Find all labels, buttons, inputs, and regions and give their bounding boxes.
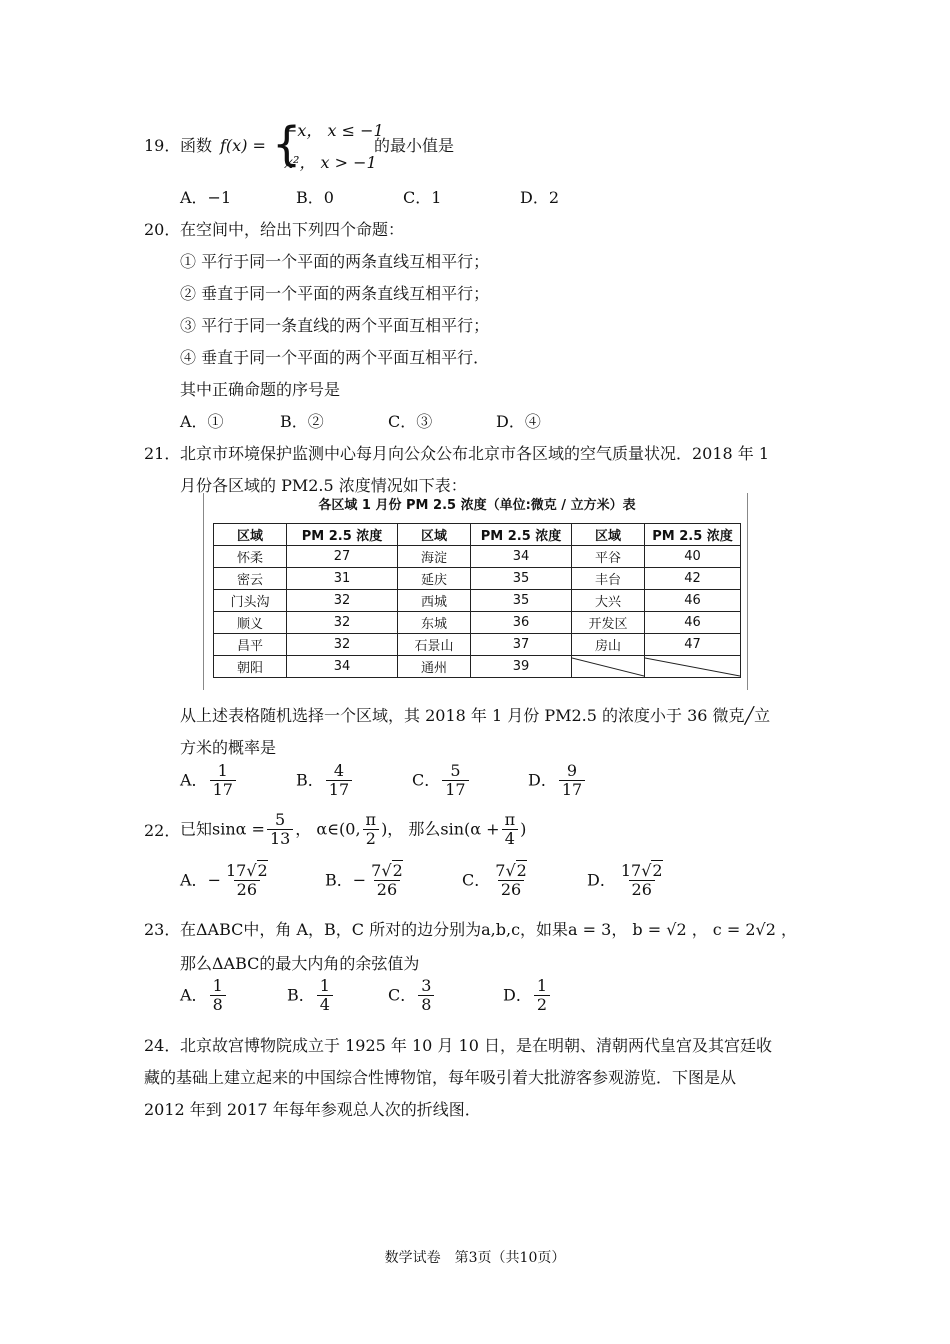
option-label: C． [388, 985, 417, 1005]
fraction-denominator: 2 [363, 829, 379, 848]
option-label: C． [412, 770, 441, 790]
table-cell: 36 [471, 612, 572, 634]
radicand: 2 [516, 861, 527, 880]
fraction-numerator: 1 [319, 976, 330, 995]
q23-option-a [180, 977, 228, 1014]
q19-option-d: D．2 [520, 188, 560, 207]
q24-number: 24． [144, 1036, 181, 1055]
table-cell: 东城 [398, 612, 471, 634]
table-cell: 39 [471, 656, 572, 678]
q20-option-c: C．③ [388, 412, 433, 431]
fraction-denominator: 17 [559, 780, 585, 799]
fraction-numerator: 17√2 [620, 861, 663, 880]
table-cell: 46 [645, 612, 741, 634]
q19-brace: { [272, 117, 302, 171]
table-row [214, 656, 741, 678]
q20-option-a: A．① [180, 412, 224, 431]
coefficient: 7 [495, 861, 506, 880]
fraction-numerator: 7√2 [371, 861, 403, 880]
q23-number: 23． [144, 920, 181, 939]
option-fraction [326, 762, 352, 799]
q19-option-a: A．−1 [180, 188, 232, 207]
option-fraction [559, 762, 585, 799]
header-cell: PM 2.5 浓度 [645, 524, 741, 546]
fraction-numerator: 7√2 [495, 861, 527, 880]
table-cell: 37 [471, 634, 572, 656]
table-cell: 延庆 [398, 568, 471, 590]
q20-ask: 其中正确命题的序号是 [180, 380, 341, 399]
table-cell: 47 [645, 634, 741, 656]
q21-stem-line2: 月份各区域的 PM2.5 浓度情况如下表： [180, 476, 467, 495]
q22-stem [180, 811, 526, 848]
fraction-denominator: 17 [326, 780, 352, 799]
q19-function: f(x) = [220, 136, 266, 155]
table-cell-empty [572, 656, 645, 678]
option-label: C． [462, 870, 491, 890]
option-label: A． [180, 770, 208, 790]
header-cell: 区域 [398, 524, 471, 546]
table-cell: 丰台 [572, 568, 645, 590]
q23-option-b [287, 977, 335, 1014]
table-cell: 46 [645, 590, 741, 612]
q23-line1: 在ΔABC中，角 A，B，C 所对的边分别为a,b,c，如果a = 3， b = √2 ， c = 2√2 ， [180, 920, 797, 939]
fraction-numerator: 1 [536, 976, 548, 995]
fraction-numerator: 3 [421, 976, 432, 995]
q22-end: ) [520, 819, 527, 839]
radicand: 2 [257, 861, 268, 880]
table-cell: 西城 [398, 590, 471, 612]
radicand: 2 [392, 861, 403, 880]
fraction-denominator: 8 [210, 995, 226, 1014]
header-cell: 区域 [214, 524, 287, 546]
q21-number: 21． [144, 444, 181, 463]
table-cell: 35 [471, 568, 572, 590]
table-row [214, 546, 741, 568]
q22-fraction-2 [363, 811, 380, 848]
table-row [214, 568, 741, 590]
q22-pre: 已知sinα = [180, 819, 265, 839]
table-cell: 平谷 [572, 546, 645, 568]
table-cell: 32 [287, 590, 398, 612]
q22-option-c [462, 862, 532, 899]
table-cell: 昌平 [214, 634, 287, 656]
table-cell: 密云 [214, 568, 287, 590]
option-label: B． [325, 870, 353, 890]
table-cell: 朝阳 [214, 656, 287, 678]
fraction-denominator: 17 [442, 780, 468, 799]
q21-option-c [412, 762, 471, 799]
table-header-row [214, 524, 741, 546]
table-cell: 怀柔 [214, 546, 287, 568]
table-cell-empty [645, 656, 741, 678]
header-cell: PM 2.5 浓度 [471, 524, 572, 546]
coefficient: 17 [620, 861, 642, 880]
page-footer: 数学试卷 第3页（共10页） [384, 1250, 566, 1266]
header-cell: PM 2.5 浓度 [287, 524, 398, 546]
q19-number: 19． [144, 136, 181, 155]
table-title: 各区域 1 月份 PM 2.5 浓度（单位:微克 / 立方米）表 [318, 498, 636, 513]
q19-case2: x²， x > −1 [284, 153, 377, 172]
coefficient: 17 [225, 861, 247, 880]
q20-option-b: B．② [280, 412, 324, 431]
table-cell: 32 [287, 612, 398, 634]
table-cell: 34 [471, 546, 572, 568]
q21-after-line1: 从上述表格随机选择一个区域，其 2018 年 1 月份 PM2.5 的浓度小于 36 微克╱立 [180, 706, 771, 725]
q19-prefix: 函数 [180, 136, 213, 155]
q23-option-c [388, 977, 436, 1014]
table-cell: 大兴 [572, 590, 645, 612]
fraction-denominator: 26 [374, 880, 400, 899]
q22-option-b [325, 862, 408, 899]
option-fraction [223, 862, 271, 899]
fraction-numerator: 9 [566, 761, 578, 780]
q22-mid: ， α∈(0, [295, 819, 361, 839]
fraction-numerator: 1 [217, 761, 228, 780]
diagonal-slash [645, 656, 740, 678]
fraction-denominator: 26 [498, 880, 524, 899]
fraction-denominator: 17 [210, 780, 236, 799]
fraction-denominator: 4 [502, 829, 518, 848]
option-label: D． [503, 985, 532, 1005]
option-fraction [442, 762, 468, 799]
fraction-denominator: 2 [534, 995, 550, 1014]
option-fraction [210, 977, 226, 1014]
q19-case1: −x， x ≤ −1 [284, 121, 384, 140]
option-fraction [618, 862, 666, 899]
option-fraction [534, 977, 550, 1014]
q20-prop-2: ② 垂直于同一个平面的两条直线互相平行； [180, 284, 490, 303]
fraction-denominator: 26 [629, 880, 655, 899]
table-cell: 31 [287, 568, 398, 590]
q24-line2: 藏的基础上建立起来的中国综合性博物馆，每年吸引着大批游客参观游览．下图是从 [144, 1068, 737, 1087]
q21-option-d [528, 762, 587, 799]
q21-option-b [296, 762, 354, 799]
q22-fraction-1 [267, 811, 293, 848]
q24-line1: 北京故宫博物院成立于 1925 年 10 月 10 日，是在明朝、清朝两代皇宫及其宫廷收 [180, 1036, 772, 1055]
table-cell: 32 [287, 634, 398, 656]
table-row [214, 634, 741, 656]
fraction-numerator: π [365, 810, 377, 829]
table-cell: 开发区 [572, 612, 645, 634]
fraction-denominator: 8 [418, 995, 434, 1014]
q22-option-a [180, 862, 273, 899]
fraction-denominator: 26 [234, 880, 260, 899]
option-fraction [210, 762, 236, 799]
pm25-table [213, 523, 741, 678]
option-label: D． [528, 770, 557, 790]
fraction-numerator: π [504, 810, 516, 829]
fraction-numerator: 5 [275, 810, 286, 829]
q24-line3: 2012 年到 2017 年每年参观总人次的折线图． [144, 1100, 481, 1119]
table-cell: 42 [645, 568, 741, 590]
q20-prop-3: ③ 平行于同一条直线的两个平面互相平行； [180, 316, 490, 335]
option-sign: − [352, 870, 367, 890]
table-cell: 27 [287, 546, 398, 568]
option-fraction [492, 862, 530, 899]
table-cell: 房山 [572, 634, 645, 656]
option-label: D． [587, 870, 616, 890]
option-fraction [368, 862, 406, 899]
table-cell: 35 [471, 590, 572, 612]
q22-fraction-3 [502, 811, 519, 848]
fraction-numerator: 1 [212, 976, 223, 995]
table-cell: 门头沟 [214, 590, 287, 612]
table-cell: 海淀 [398, 546, 471, 568]
q21-option-a [180, 762, 238, 799]
fraction-numerator: 17√2 [225, 861, 268, 880]
table-cell: 顺义 [214, 612, 287, 634]
diagonal-slash [572, 656, 644, 678]
option-label: B． [287, 985, 315, 1005]
q23-line2: 那么ΔABC的最大内角的余弦值为 [180, 954, 420, 973]
q20-option-d: D．④ [496, 412, 541, 431]
option-label: A． [180, 985, 208, 1005]
option-fraction [418, 977, 434, 1014]
q22-option-d [587, 862, 668, 899]
q19-suffix: 的最小值是 [374, 136, 455, 155]
q21-stem-line1: 北京市环境保护监测中心每月向公众公布北京市各区域的空气质量状况．2018 年 1 [180, 444, 770, 463]
q20-prop-1: ① 平行于同一个平面的两条直线互相平行； [180, 252, 490, 271]
q22-mid2: )， 那么sin(α + [381, 819, 500, 839]
fraction-numerator: 4 [333, 761, 345, 780]
q22-number: 22． [144, 821, 181, 840]
option-label: A． [180, 870, 208, 890]
table-row [214, 590, 741, 612]
table-row [214, 612, 741, 634]
coefficient: 7 [371, 861, 382, 880]
option-sign: − [207, 870, 221, 890]
table-cell: 石景山 [398, 634, 471, 656]
table-cell: 34 [287, 656, 398, 678]
radicand: 2 [652, 861, 663, 880]
fraction-denominator: 13 [267, 829, 293, 848]
fraction-denominator: 4 [317, 995, 333, 1014]
q19-option-b: B．0 [296, 188, 334, 207]
q23-option-d [503, 977, 552, 1014]
q20-number: 20． [144, 220, 181, 239]
table-cell: 40 [645, 546, 741, 568]
q20-stem: 在空间中，给出下列四个命题： [180, 220, 405, 239]
table-cell: 通州 [398, 656, 471, 678]
q21-after-line2: 方米的概率是 [180, 738, 277, 757]
fraction-numerator: 5 [450, 761, 461, 780]
header-cell: 区域 [572, 524, 645, 546]
q19-option-c: C．1 [403, 188, 442, 207]
option-label: B． [296, 770, 324, 790]
q20-prop-4: ④ 垂直于同一个平面的两个平面互相平行． [180, 348, 490, 367]
option-fraction [317, 977, 333, 1014]
